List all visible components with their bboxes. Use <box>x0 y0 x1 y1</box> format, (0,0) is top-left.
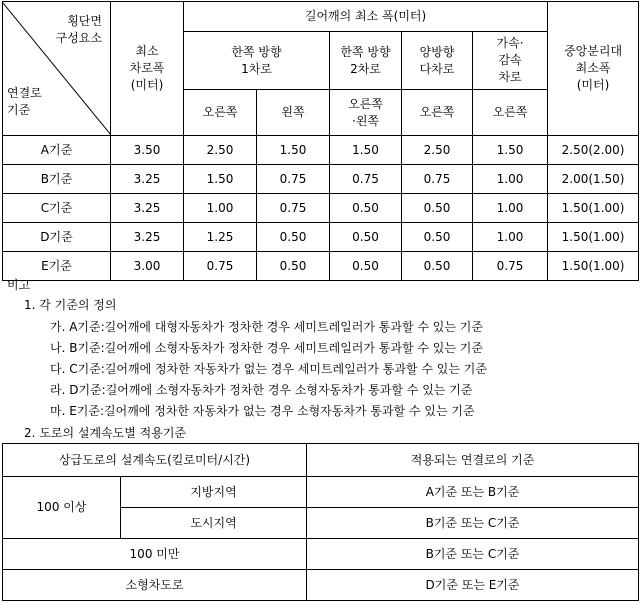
one-dir-one-lane-header: 한쪽 방향 1차로 <box>184 32 330 90</box>
table-row <box>3 570 639 601</box>
row-name: C기준 <box>3 194 111 223</box>
median-width-header: 중앙분리대 최소폭 (미터) <box>548 2 639 136</box>
region-urban: 도시지역 <box>121 508 307 539</box>
row-name: E기준 <box>3 252 111 281</box>
shoulder-right-1lane-value: 1.50 <box>184 165 257 194</box>
median-width-value: 1.50(1.00) <box>548 252 639 281</box>
shoulder-multi-value: 0.75 <box>402 165 473 194</box>
shoulder-2lane-value: 0.50 <box>330 194 402 223</box>
shoulder-right-1lane-value: 2.50 <box>184 136 257 165</box>
side-right-header: 오른쪽 <box>473 90 548 136</box>
median-width-value: 1.50(1.00) <box>548 223 639 252</box>
lane-width-value: 3.25 <box>111 194 184 223</box>
notes-item-2: 2. 도로의 설계속도별 적용기준 <box>24 426 186 440</box>
table-row <box>3 165 639 194</box>
notes-item-1: 1. 각 기준의 정의 <box>24 298 117 312</box>
shoulder-multi-value: 0.50 <box>402 194 473 223</box>
definition-line: 가. A기준:길어깨에 대형자동차가 정차한 경우 세미트레일러가 통과할 수 있는 기준 <box>50 320 483 334</box>
shoulder-width-header: 길어깨의 최소 폭(미터) <box>184 2 548 32</box>
lane-width-value: 3.25 <box>111 223 184 252</box>
min-lane-width-header: 최소 차로폭 (미터) <box>111 2 184 136</box>
accel-decel-lane-header: 가속· 감속 차로 <box>473 32 548 90</box>
side-right-left-header: 오른쪽 ·왼쪽 <box>330 90 402 136</box>
lane-width-value: 3.25 <box>111 165 184 194</box>
two-dir-multi-lane-header: 양방향 다차로 <box>402 32 473 90</box>
local-standard: A기준 또는 B기준 <box>307 477 639 508</box>
speed-under-100: 100 미만 <box>3 539 307 570</box>
one-dir-two-lane-header: 한쪽 방향 2차로 <box>330 32 402 90</box>
urban-standard: B기준 또는 C기준 <box>307 508 639 539</box>
shoulder-accel-value: 1.50 <box>473 136 548 165</box>
corner-top-label: 횡단면 구성요소 <box>55 13 102 45</box>
median-width-value: 2.00(1.50) <box>548 165 639 194</box>
shoulder-accel-value: 0.75 <box>473 252 548 281</box>
under-100-standard: B기준 또는 C기준 <box>307 539 639 570</box>
shoulder-left-1lane-value: 0.75 <box>257 194 330 223</box>
shoulder-right-1lane-value: 1.00 <box>184 194 257 223</box>
shoulder-right-1lane-value: 0.75 <box>184 252 257 281</box>
lane-width-value: 3.50 <box>111 136 184 165</box>
median-width-value: 2.50(2.00) <box>548 136 639 165</box>
definition-line: 마. E기준:길어깨에 정차한 자동차가 없는 경우 소형자동차가 통과할 수 있는 기준 <box>50 404 475 418</box>
table-row <box>3 252 639 281</box>
shoulder-right-1lane-value: 1.25 <box>184 223 257 252</box>
shoulder-2lane-value: 0.50 <box>330 223 402 252</box>
side-right-header: 오른쪽 <box>184 90 257 136</box>
corner-bottom-label: 연결로 기준 <box>7 85 42 117</box>
small-vehicle-road: 소형차도로 <box>3 570 307 601</box>
shoulder-accel-value: 1.00 <box>473 165 548 194</box>
shoulder-2lane-value: 1.50 <box>330 136 402 165</box>
table-row <box>3 194 639 223</box>
shoulder-multi-value: 0.50 <box>402 223 473 252</box>
small-road-standard: D기준 또는 E기준 <box>307 570 639 601</box>
row-name: B기준 <box>3 165 111 194</box>
side-left-header: 왼쪽 <box>257 90 330 136</box>
shoulder-multi-value: 0.50 <box>402 252 473 281</box>
definition-line: 라. D기준:길어깨에 소형자동차가 정차한 경우 소형자동차가 통과할 수 있는 기준 <box>50 383 473 397</box>
shoulder-left-1lane-value: 0.50 <box>257 252 330 281</box>
notes-title: 비고 <box>7 278 31 292</box>
shoulder-2lane-value: 0.50 <box>330 252 402 281</box>
corner-header-cell <box>3 2 111 136</box>
side-right-header: 오른쪽 <box>402 90 473 136</box>
shoulder-multi-value: 2.50 <box>402 136 473 165</box>
table-row <box>3 223 639 252</box>
speed-over-100: 100 이상 <box>3 477 121 539</box>
table-row <box>3 136 639 165</box>
shoulder-accel-value: 1.00 <box>473 194 548 223</box>
shoulder-2lane-value: 0.75 <box>330 165 402 194</box>
median-width-value: 1.50(1.00) <box>548 194 639 223</box>
speed-header: 상급도로의 설계속도(킬로미터/시간) <box>3 444 307 477</box>
applied-standard-header: 적용되는 연결로의 기준 <box>307 444 639 477</box>
table-row <box>3 539 639 570</box>
definition-line: 나. B기준:길어깨에 소형자동차가 정차한 경우 세미트레일러가 통과할 수 있는 기준 <box>50 341 483 355</box>
lane-width-table <box>2 1 639 281</box>
shoulder-left-1lane-value: 0.50 <box>257 223 330 252</box>
table-row <box>3 477 639 508</box>
shoulder-left-1lane-value: 1.50 <box>257 136 330 165</box>
design-speed-table <box>2 443 639 601</box>
row-name: A기준 <box>3 136 111 165</box>
row-name: D기준 <box>3 223 111 252</box>
shoulder-left-1lane-value: 0.75 <box>257 165 330 194</box>
region-local: 지방지역 <box>121 477 307 508</box>
definition-line: 다. C기준:길어깨에 정차한 자동차가 없는 경우 세미트레일러가 통과할 수 있는 기준 <box>50 362 487 376</box>
lane-width-value: 3.00 <box>111 252 184 281</box>
shoulder-accel-value: 1.00 <box>473 223 548 252</box>
